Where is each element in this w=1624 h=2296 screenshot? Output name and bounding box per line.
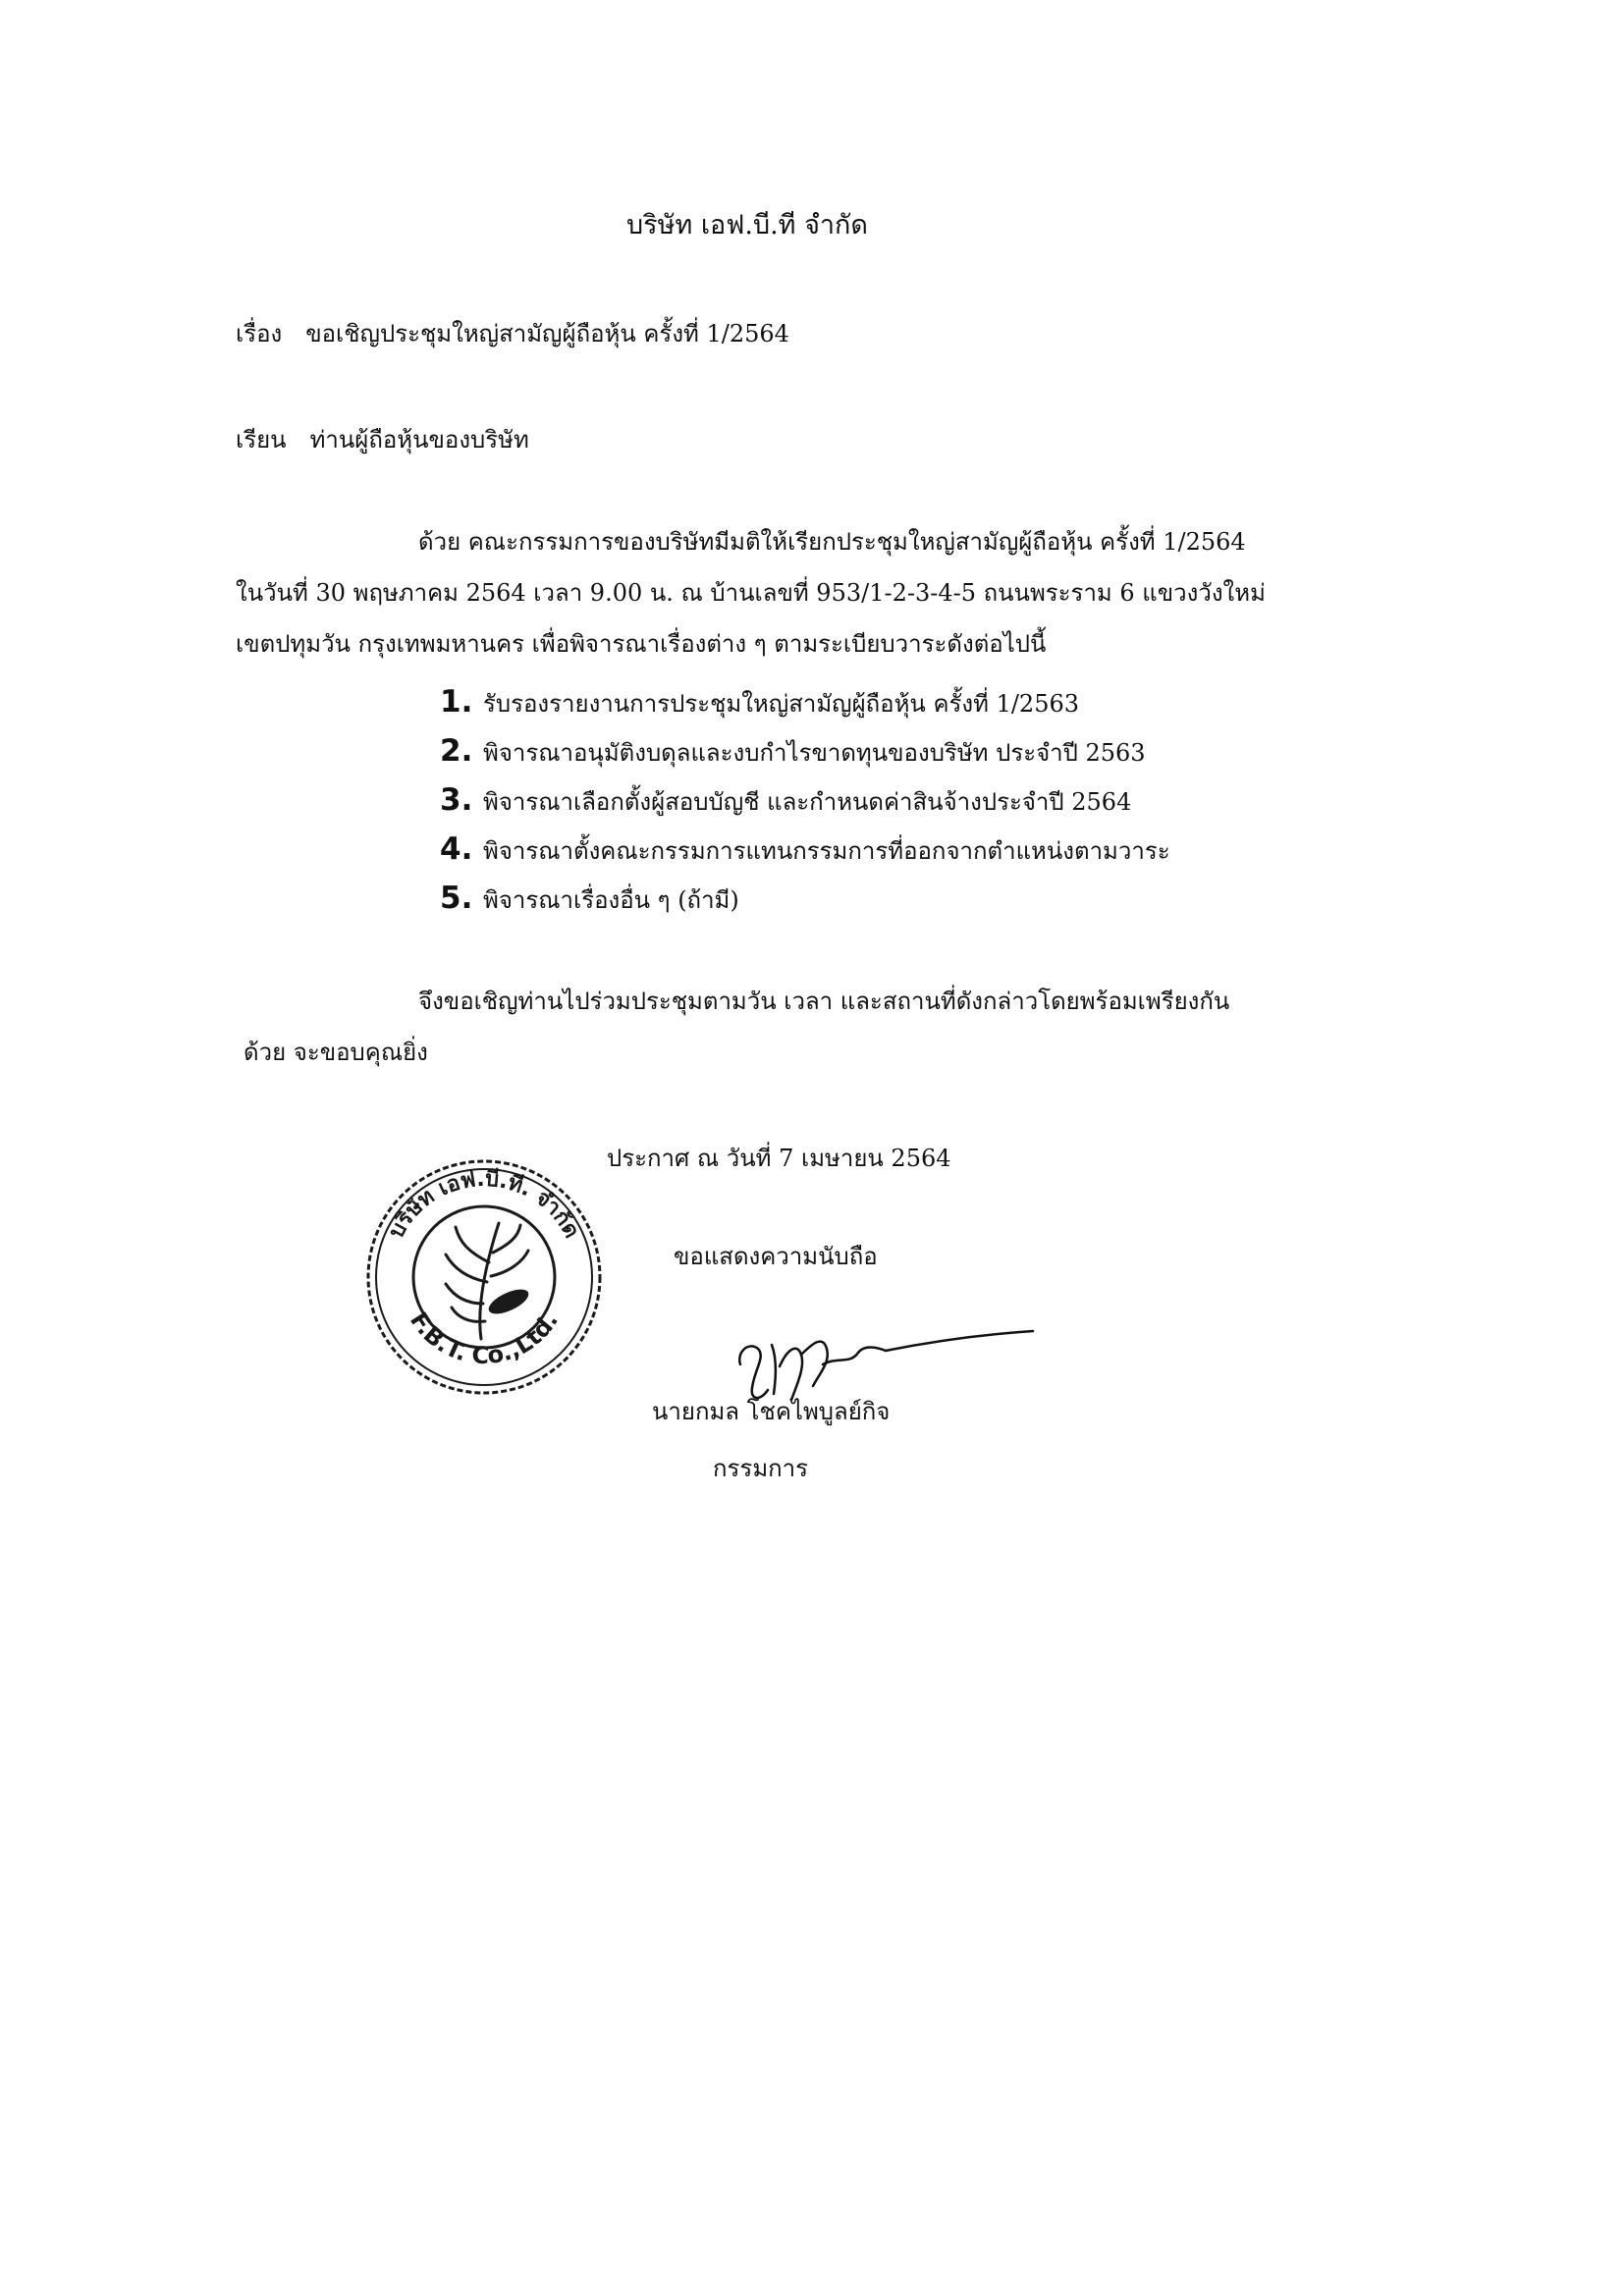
agenda-item-3 [440,775,1170,825]
agenda-number: 1. [440,684,473,720]
agenda-item-5 [440,874,1170,923]
company-title: บริษัท เอฟ.บี.ที จำกัด [626,210,868,240]
agenda-text: พิจารณาตั้งคณะกรรมการแทนกรรมการที่ออกจากตำแหน่งตามวาระ [483,837,1170,865]
recipient-text: ท่านผู้ถือหุ้นของบริษัท [309,426,529,454]
agenda-item-2 [440,726,1170,775]
seal-top-text: บริษัท เอฟ.บี.ที. จำกัด [384,1166,584,1243]
closing-line-1: จึงขอเชิญท่านไปร่วมประชุมตามวัน เวลา และสถานที่ดังกล่าวโดยพร้อมเพรียงกัน [418,988,1230,1015]
agenda-item-1 [440,677,1170,726]
signer-name: นายกมล โชคไพบูลย์กิจ [652,1398,891,1425]
seal-leaf-icon [446,1223,528,1339]
signer-position: กรรมการ [713,1455,809,1482]
agenda-number: 5. [440,881,473,916]
body-paragraph-line-1: ด้วย คณะกรรมการของบริษัทมีมติให้เรียกประชุมใหญ่สามัญผู้ถือหุ้น ครั้งที่ 1/2564 [418,528,1246,556]
body-paragraph-line-2: ในวันที่ 30 พฤษภาคม 2564 เวลา 9.00 น. ณ บ้านเลขที่ 953/1-2-3-4-5 ถนนพระราม 6 แขวงวังใหม่ [236,579,1266,607]
closing-regards: ขอแสดงความนับถือ [674,1243,878,1270]
agenda-number: 3. [440,782,473,818]
agenda-text: พิจารณาเลือกตั้งผู้สอบบัญชี และกำหนดค่าสินจ้างประจำปี 2564 [483,788,1132,816]
recipient-line [236,424,529,455]
agenda-text: รับรองรายงานการประชุมใหญ่สามัญผู้ถือหุ้น ครั้งที่ 1/2563 [483,690,1079,718]
agenda-list [440,677,1170,923]
agenda-item-4 [440,825,1170,874]
recipient-label: เรียน [236,426,287,454]
company-seal-stamp [361,1154,607,1400]
agenda-text: พิจารณาอนุมัติงบดุลและงบกำไรขาดทุนของบริษัท ประจำปี 2563 [483,739,1146,767]
announcement-date: ประกาศ ณ วันที่ 7 เมษายน 2564 [607,1145,951,1172]
agenda-number: 4. [440,831,473,867]
agenda-number: 2. [440,733,473,769]
seal-leaf-pod-icon [485,1285,531,1319]
subject-label: เรื่อง [236,320,283,347]
agenda-text: พิจารณาเรื่องอื่น ๆ (ถ้ามี) [483,886,739,914]
subject-line [236,318,789,349]
seal-bottom-text: F.B.T. Co.,Ltd. [404,1307,565,1370]
closing-line-2: ด้วย จะขอบคุณยิ่ง [244,1039,428,1066]
body-paragraph-line-3: เขตปทุมวัน กรุงเทพมหานคร เพื่อพิจารณาเรื่องต่าง ๆ ตามระเบียบวาระดังต่อไปนี้ [236,630,1047,658]
subject-text: ขอเชิญประชุมใหญ่สามัญผู้ถือหุ้น ครั้งที่ 1/2564 [305,320,789,347]
